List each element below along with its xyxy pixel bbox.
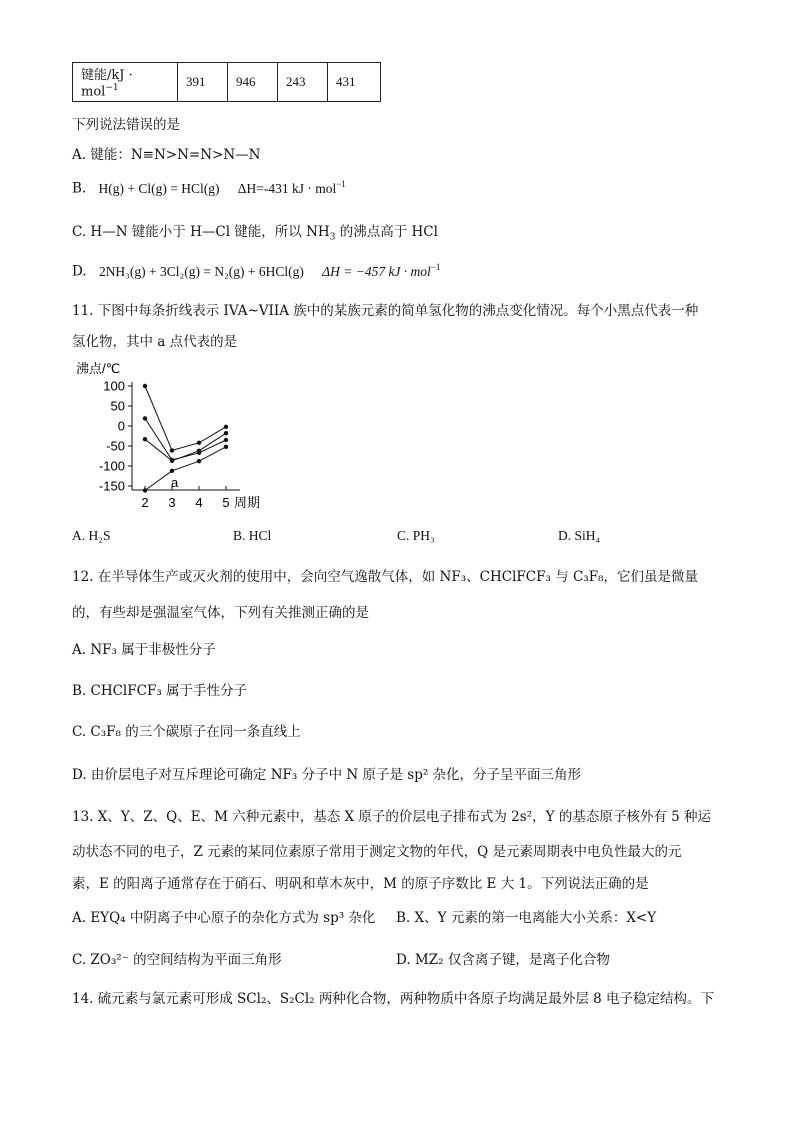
chart-x-tick-label: 5 [222,495,230,510]
chart-series [143,384,228,493]
q13-stem-line-2: 动状态不同的电子，Z 元素的某同位素原子常用于测定文物的年代，Q 是元素周期表中电负性最大的元 [72,844,682,860]
chart-data-point [224,425,228,429]
q11-option-b: B. HCl [233,528,272,543]
q11-stem-line-2: 氢化物，其中 a 点代表的是 [72,334,238,350]
chart-axes [132,382,240,490]
chart-data-point [224,438,228,442]
q10-option-d-sup: −1 [430,262,441,272]
table-cell: 946 [228,63,278,102]
q12-stem-line-1: 12. 在半导体生产或灭火剂的使用中，会向空气逸散气体，如 NF₃、CHClFCF₃ 与 C₃F₈，它们虽是微量 [72,569,698,585]
q10-option-d-enthalpy: ΔH = −457 kJ · mol [322,263,431,279]
chart-xlabel: 周期 [234,495,261,510]
q11-option-a: A. H₂S [72,528,111,543]
chart-y-tick-label: -50 [106,438,125,454]
chart-y-tick-label: 100 [103,378,125,394]
q11-option-c: C. PH₃ [397,528,435,543]
q13-stem-line-1: 13. X、Y、Z、Q、E、M 六种元素中，基态 X 原子的价层电子排布式为 2s²，Y 的基态原子核外有 5 种运 [72,809,711,825]
q10-option-b-label: B. [72,180,87,197]
q10-option-a: A. 键能：N≡N>N=N>N—N [72,147,261,163]
boiling-point-chart [72,356,302,518]
q13-option-a: A. EYQ₄ 中阴离子中心原子的杂化方式为 sp³ 杂化 [72,910,376,926]
chart-data-point [143,488,147,492]
q12-option-d: D. 由价层电子对互斥理论可确定 NF₃ 分子中 N 原子是 sp² 杂化，分子呈平面三角形 [72,767,582,783]
table-header-text: 键能/kJ · mol [81,68,133,100]
q10-option-c-sub: 3 [329,232,336,243]
chart-x-tick-label: 2 [141,495,149,510]
q11-stem-line-1: 11. 下图中每条折线表示 IVA~VIIA 族中的某族元素的简单氢化物的沸点变化情况。每个小黑点代表一种 [72,303,699,319]
q10-option-d-equation: 2NH₃(g) + 3Cl₂(g) = N₂(g) + 6HCl(g) [98,263,304,279]
chart-y-tick-label: -150 [98,478,125,494]
q12-option-c: C. C₃F₈ 的三个碳原子在同一条直线上 [72,724,301,740]
chart-data-point [170,448,174,452]
bond-energy-table [72,62,381,102]
q10-option-b-sup: −1 [336,179,346,189]
chart-x-tick-label: 4 [195,495,203,510]
chart-y-tick-label: 50 [110,398,125,414]
q10-stem: 下列说法错误的是 [72,117,180,133]
chart-data-point [197,441,201,445]
q10-option-b-enthalpy: ΔH=-431 kJ · mol [237,180,337,196]
q10-option-b [72,179,346,197]
chart-data-point [197,459,201,463]
q13-stem-line-3: 素，E 的阳离子通常存在于硝石、明矾和草木灰中，M 的原子序数比 E 大 1。下列说法正确的是 [72,876,649,892]
q11-option-d: D. SiH₄ [558,528,601,543]
table-header-cell [73,63,178,102]
chart-point-label: a [171,474,179,490]
q10-option-d [72,262,440,280]
q13-option-c: C. ZO₃²⁻ 的空间结构为平面三角形 [72,952,282,968]
q10-option-c-text-end: 的沸点高于 HCl [335,224,438,240]
chart-y-tick-label: 0 [117,418,125,434]
chart-y-tick-label: -100 [98,458,125,474]
q12-stem-line-2: 的，有些却是强温室气体，下列有关推测正确的是 [72,605,369,621]
chart-data-point [224,431,228,435]
chart-data-point [143,416,147,420]
table-cell: 243 [278,63,328,102]
table-cell: 431 [328,63,381,102]
chart-data-point [224,445,228,449]
chart-series-line [145,447,226,491]
q13-option-d: D. MZ₂ 仅含离子键，是离子化合物 [396,952,610,968]
chart-x-tick-label: 3 [168,495,176,510]
q10-option-c-text: C. H—N 键能小于 H—Cl 键能，所以 NH [72,224,330,240]
chart-ylabel: 沸点/℃ [76,361,121,376]
table-row [73,63,381,102]
q12-option-a: A. NF₃ 属于非极性分子 [72,642,216,658]
table-cell: 391 [178,63,228,102]
chart-data-point [170,459,174,463]
chart-data-point [197,449,201,453]
chart-data-point [143,384,147,388]
q14-stem-line-1: 14. 硫元素与氯元素可形成 SCl₂、S₂Cl₂ 两种化合物，两种物质中各原子均满足最外层 8 电子稳定结构。下 [72,991,715,1007]
q10-option-c [72,220,438,243]
chart-data-point [170,469,174,473]
q10-option-b-equation: H(g) + Cl(g) = HCl(g) [98,180,220,196]
table-header-sup: −1 [105,83,119,94]
chart-data-point [143,437,147,441]
q12-option-b: B. CHClFCF₃ 属于手性分子 [72,683,248,699]
q10-option-d-label: D. [72,263,87,280]
q13-option-b: B. X、Y 元素的第一电离能大小关系：X<Y [396,910,657,926]
